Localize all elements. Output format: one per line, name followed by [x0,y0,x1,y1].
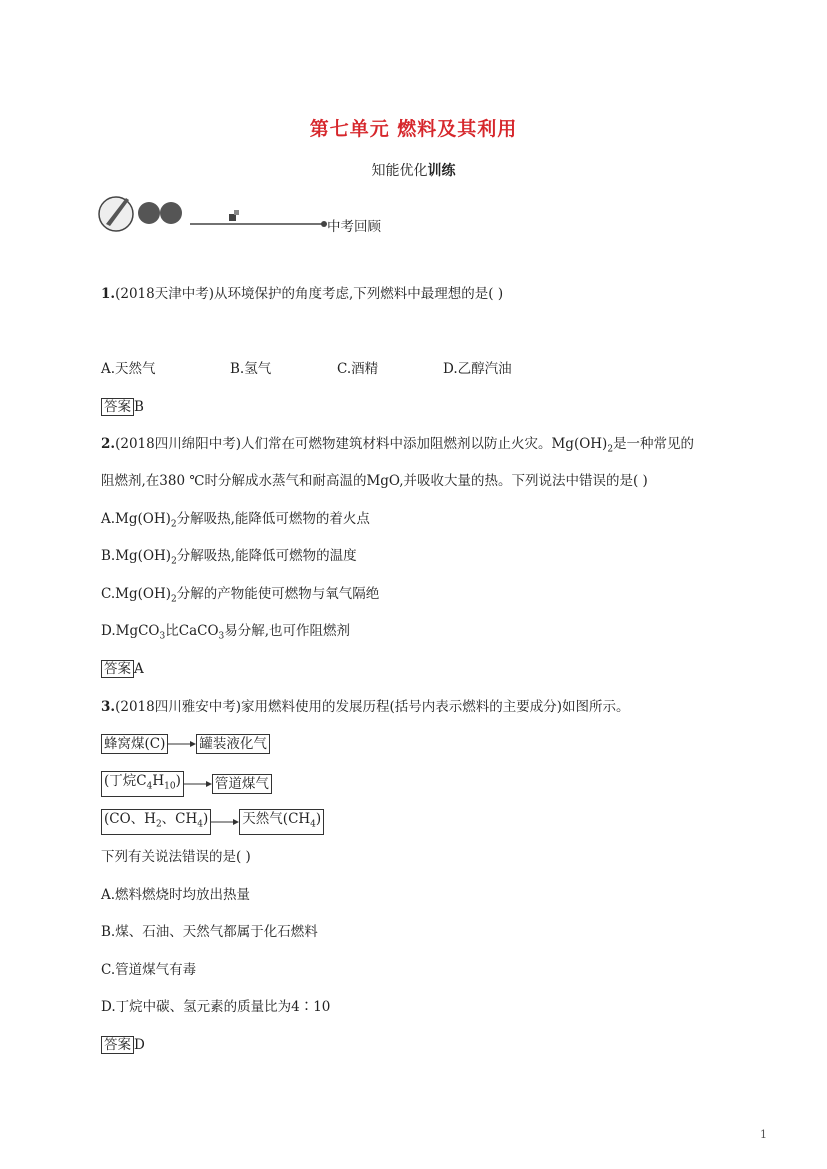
arrow-right-icon [168,739,196,749]
q3-option-d: D.丁烷中碳、氢元素的质量比为4∶10 [101,999,331,1015]
square-icon [229,214,236,221]
arrow-right-icon [184,779,212,789]
flow-node: 管道煤气 [212,774,272,794]
flow-node: 蜂窝煤(C) [101,734,168,754]
flow-node: (CO、$H_2$、$CH_4$) [101,809,211,835]
q2-option-c: $C.Mg(OH)_2$分解的产物能使可燃物与氧气隔绝 [101,586,380,605]
page-subtitle [0,160,827,180]
q2-option-d: D.MgCO$_3$比CaCO$_3$易分解,也可作阻燃剂 [101,623,351,642]
q3-option-c: C.管道煤气有毒 [101,962,197,978]
flow-node: (丁烷$C_4H_{10}$) [101,771,184,797]
flow-row-3 [101,809,324,835]
question-1-stem: 1.(2018天津中考)从环境保护的角度考虑,下列燃料中最理想的是( ) [101,286,504,302]
q3-option-a: A.燃料燃烧时均放出热量 [101,887,251,903]
q1-answer: 答案 B [101,397,144,417]
flow-node: 罐装液化气 [196,734,270,754]
q1-option-c: C.酒精 [337,361,379,377]
answer-label: 答案 [101,660,134,678]
q2-option-b: $B.Mg(OH)_2$分解吸热,能降低可燃物的温度 [101,548,357,567]
q2-option-a: $A.Mg(OH)_2$分解吸热,能降低可燃物的着火点 [101,511,370,530]
q1-option-a: A.天然气 [101,361,156,377]
question-number: 1. [101,286,116,302]
dot-icon [138,202,160,224]
q3-answer: 答案 D [101,1035,145,1055]
question-2-stem-line1: 2.(2018四川绵阳中考)人们常在可燃物建筑材料中添加阻燃剂以防止火灾。$Mg(OH)_2$是一种常见的 [101,436,695,455]
answer-label: 答案 [101,1036,134,1054]
flow-row-1 [101,734,270,754]
section-label: 中考回顾 [327,219,381,235]
subtitle-part-b: 训练 [427,163,456,179]
arrow-right-icon [211,817,239,827]
question-3-stem: 3.(2018四川雅安中考)家用燃料使用的发展历程(括号内表示燃料的主要成分)如图所示。 [101,699,630,715]
question-2-stem-line2: 阻燃剂,在380 ℃时分解成水蒸气和耐高温的MgO,并吸收大量的热。下列说法中错误的是( ) [101,473,648,489]
page-title: 第七单元 燃料及其利用 [309,118,518,140]
square-icon [234,210,239,215]
question-3-prompt: 下列有关说法错误的是( ) [101,849,251,865]
q1-option-b: B.氢气 [230,361,272,377]
dot-icon [160,202,182,224]
flow-row-2 [101,771,272,797]
subtitle-part-a: 知能优化 [371,163,428,179]
section-banner-graphic [98,190,338,238]
flow-node: 天然气$(CH_4)$ [239,809,324,835]
page-number: 1 [760,1128,767,1141]
q1-option-d: D.乙醇汽油 [443,361,512,377]
q3-option-b: B.煤、石油、天然气都属于化石燃料 [101,924,318,940]
answer-label: 答案 [101,398,134,416]
q2-answer: 答案 A [101,659,144,679]
